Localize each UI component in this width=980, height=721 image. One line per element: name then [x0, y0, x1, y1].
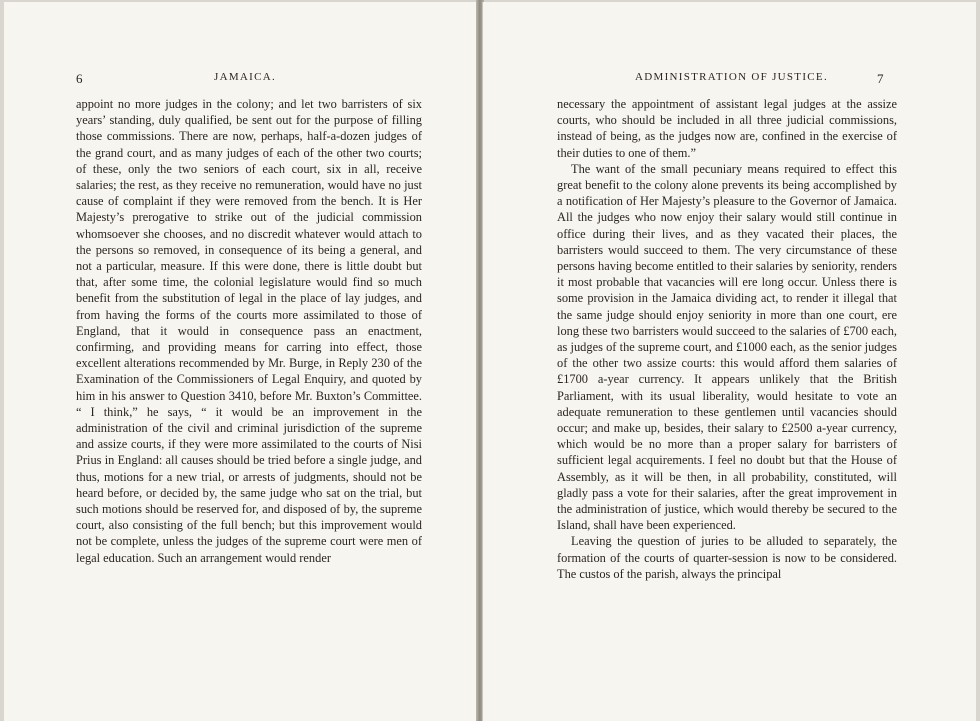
right-paragraph-2: The want of the small pecuniary means required to effect this great benefit to the colony alone prevents its being accomplished by a notification of Her Majesty’s pleasure to the Governor of Jamaica. All the judges who now enjoy their salary would still continue in office during their lives, and as they vacated their places, the barristers would succeed to them. The very circumstance of these persons having become entitled to their salaries by seniority, renders it most probable that vacancies will ere long occur. Unless there is some provision in the Jamaica dividing act, to render it illegal that the same judge should enjoy seniority in more than one court, ere long these two barristers would succeed to the salaries of £700 each, as judges of the supreme court, and £1000 each, as the senior judges of the other two assize courts: this would afford them salaries of £1700 a-year currency. It appears unlikely that the British Parliament, with its usual liberality, would hesitate to vote an adequate remuneration to these gentlemen until vacancies should occur; and make up, besides, their salary to £2500 a-year currency, which would be no more than a proper salary for barristers of sufficient legal acquirements. I feel no doubt but that the House of Assembly, as it will be then, in all probability, constituted, will gladly pass a vote for their salaries, after the great improvement in the administration of justice, which would thereby be secured to the Island, shall have been experienced.	[557, 161, 897, 533]
left-page-body	[76, 96, 422, 566]
right-paragraph-3: Leaving the question of juries to be alluded to separately, the formation of the courts of quarter-session is now to be considered. The custos of the parish, always the principal	[557, 534, 897, 581]
left-running-head: JAMAICA.	[214, 71, 277, 83]
left-page-number: 6	[76, 71, 83, 86]
left-page	[4, 2, 478, 721]
right-page	[482, 2, 976, 721]
left-paragraph: appoint no more judges in the colony; and let two barristers of six years’ standing, duly qualified, be sent out for the purpose of filling those commissions. There are now, perhaps, half-a-dozen judges of the grand court, and as many judges of each of the other two courts; of these, only the two seniors of each court, six in all, receive salaries; the rest, as they receive no remuneration, would have no just cause of complaint if they were removed from the bench. It is Her Majesty’s prerogative to strike out of the judicial commission whomsoever she chooses, and no discredit whatever would attach to the persons so removed, in consequence of its being a general, and not a particular, measure. If this were done, there is little doubt but that, after some time, the colonial legislature would find so much benefit from the substitution of legal in the place of lay judges, and from having the forms of the courts more assimilated to those of England, that it would in consequence pass an enactment, confirming, and providing means for carring into effect, those excellent alterations recommended by Mr. Burge, in Reply 230 of the Examination of the Commissioners of Legal Enquiry, and quoted by him in his answer to Question 3410, before Mr. Buxton’s Committee. “ I think,” he says, “ it would be an improvement in the administration of the civil and criminal jurisdiction of the supreme and assize courts, if they were more assimilated to the courts of Nisi Prius in England: all causes should be tried before a single judge, and thus, motions for a new trial, or arrests of judgments, should not be heard before, or decided by, the same judge who sat on the trial, but such motions should be reserved for, and disposed of by, the supreme court, also consisting of the full bench; but this improvement would not be complete, unless the judges of the supreme court were men of legal education. Such an arrangement would render	[76, 97, 422, 565]
right-page-body	[557, 96, 897, 582]
right-paragraph-1: necessary the appointment of assistant legal judges at the assize courts, who should be included in all three judicial commissions, instead of being, as the judges now are, confined in the exercise of their duties to one of them.”	[557, 97, 897, 160]
right-page-number: 7	[877, 71, 884, 86]
right-running-head: ADMINISTRATION OF JUSTICE.	[635, 71, 828, 83]
